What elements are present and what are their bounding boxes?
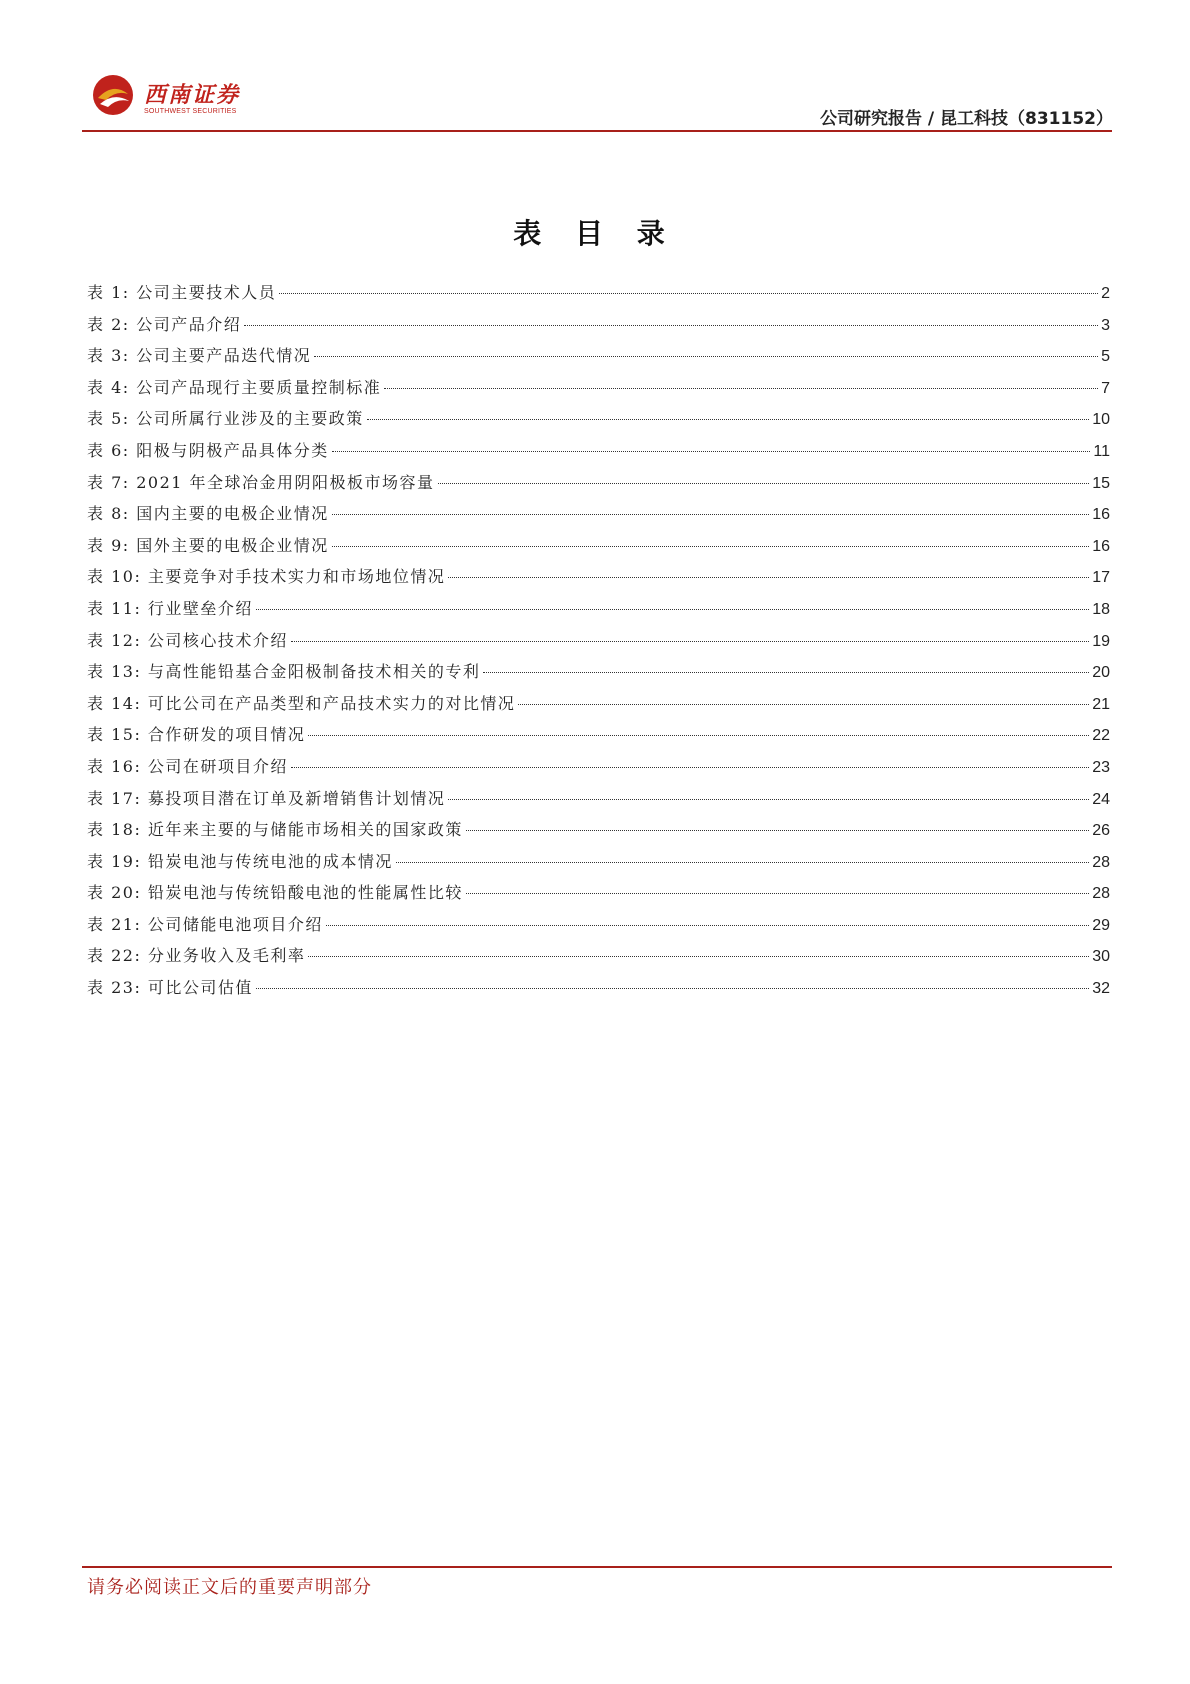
toc-entry-label: 表 4: 公司产品现行主要质量控制标准 — [87, 377, 382, 397]
toc-leader-dots — [291, 641, 1089, 642]
toc-entry-label: 表 14: 可比公司在产品类型和产品技术实力的对比情况 — [87, 693, 516, 713]
toc-leader-dots — [256, 609, 1089, 610]
toc-entry-page: 17 — [1092, 569, 1110, 587]
toc-entry[interactable] — [87, 754, 1110, 786]
toc-entry-page: 11 — [1093, 442, 1110, 460]
toc-entry-page: 21 — [1092, 695, 1110, 713]
toc-entry-page: 28 — [1092, 853, 1110, 871]
toc-entry-page: 2 — [1101, 285, 1110, 302]
toc-entry[interactable] — [87, 564, 1110, 596]
header-divider — [82, 130, 1112, 132]
toc-entry[interactable] — [87, 312, 1110, 344]
toc-entry[interactable] — [87, 659, 1110, 691]
toc-entry-page: 10 — [1092, 411, 1110, 429]
toc-entry-page: 20 — [1092, 664, 1110, 682]
toc-leader-dots — [308, 735, 1089, 736]
toc-entry[interactable] — [87, 722, 1110, 754]
toc-entry[interactable] — [87, 470, 1110, 502]
toc-entry[interactable] — [87, 975, 1110, 1007]
toc-leader-dots — [518, 704, 1089, 705]
toc-leader-dots — [291, 767, 1089, 768]
toc-entry-label: 表 17: 募投项目潜在订单及新增销售计划情况 — [87, 788, 446, 808]
toc-entry[interactable] — [87, 786, 1110, 818]
toc-entry[interactable] — [87, 533, 1110, 565]
toc-entry[interactable] — [87, 943, 1110, 975]
table-of-contents — [87, 280, 1110, 1007]
toc-entry-page: 15 — [1092, 474, 1110, 492]
toc-entry-label: 表 3: 公司主要产品迭代情况 — [87, 346, 312, 366]
toc-leader-dots — [466, 893, 1089, 894]
toc-entry-label: 表 16: 公司在研项目介绍 — [87, 756, 288, 776]
logo-english-name: SOUTHWEST SECURITIES — [144, 108, 237, 115]
toc-leader-dots — [332, 514, 1089, 515]
toc-entry-page: 24 — [1092, 790, 1110, 808]
toc-entry-page: 28 — [1092, 885, 1110, 903]
toc-entry-page: 16 — [1092, 506, 1110, 524]
toc-entry[interactable] — [87, 849, 1110, 881]
toc-entry-label: 表 13: 与高性能铅基合金阳极制备技术相关的专利 — [87, 662, 481, 682]
logo-emblem-icon — [92, 74, 134, 116]
toc-entry-label: 表 20: 铅炭电池与传统铅酸电池的性能属性比较 — [87, 883, 463, 903]
toc-entry[interactable] — [87, 343, 1110, 375]
toc-entry[interactable] — [87, 912, 1110, 944]
toc-leader-dots — [256, 988, 1089, 989]
toc-entry-page: 29 — [1092, 916, 1110, 934]
toc-leader-dots — [466, 830, 1089, 831]
company-logo — [92, 74, 292, 124]
toc-entry[interactable] — [87, 438, 1110, 470]
toc-leader-dots — [448, 799, 1089, 800]
toc-entry-label: 表 6: 阳极与阴极产品具体分类 — [87, 440, 329, 460]
toc-entry-label: 表 23: 可比公司估值 — [87, 978, 253, 998]
toc-entry-page: 3 — [1101, 316, 1110, 334]
toc-entry-page: 23 — [1092, 758, 1110, 776]
toc-leader-dots — [332, 546, 1089, 547]
page-title: 表 目 录 — [513, 217, 677, 250]
toc-leader-dots — [244, 325, 1098, 326]
toc-entry-label: 表 2: 公司产品介绍 — [87, 314, 242, 334]
toc-entry-page: 30 — [1092, 948, 1110, 966]
toc-leader-dots — [384, 388, 1098, 389]
report-info: 公司研究报告 / 昆工科技（831152） — [819, 109, 1113, 129]
toc-leader-dots — [308, 956, 1089, 957]
toc-entry-page: 32 — [1092, 980, 1110, 998]
toc-leader-dots — [279, 293, 1098, 294]
toc-entry-label: 表 11: 行业壁垒介绍 — [87, 598, 253, 618]
toc-entry[interactable] — [87, 501, 1110, 533]
toc-leader-dots — [448, 577, 1089, 578]
toc-entry-label: 表 9: 国外主要的电极企业情况 — [87, 535, 329, 555]
toc-entry-label: 表 21: 公司储能电池项目介绍 — [87, 914, 323, 934]
toc-entry-label: 表 5: 公司所属行业涉及的主要政策 — [87, 409, 364, 429]
footer-divider — [82, 1566, 1112, 1568]
toc-entry-page: 19 — [1092, 632, 1110, 650]
toc-entry-page: 18 — [1092, 600, 1110, 618]
toc-entry-label: 表 19: 铅炭电池与传统电池的成本情况 — [87, 851, 393, 871]
toc-entry[interactable] — [87, 691, 1110, 723]
toc-entry-label: 表 10: 主要竞争对手技术实力和市场地位情况 — [87, 567, 446, 587]
toc-entry[interactable] — [87, 375, 1110, 407]
toc-entry[interactable] — [87, 880, 1110, 912]
toc-leader-dots — [367, 419, 1089, 420]
toc-entry-label: 表 22: 分业务收入及毛利率 — [87, 946, 306, 966]
toc-entry-label: 表 8: 国内主要的电极企业情况 — [87, 504, 329, 524]
toc-leader-dots — [314, 356, 1098, 357]
toc-leader-dots — [332, 451, 1091, 452]
toc-entry-label: 表 18: 近年来主要的与储能市场相关的国家政策 — [87, 820, 463, 840]
toc-entry[interactable] — [87, 817, 1110, 849]
toc-entry-label: 表 15: 合作研发的项目情况 — [87, 725, 306, 745]
toc-entry[interactable] — [87, 628, 1110, 660]
toc-entry-label: 表 1: 公司主要技术人员 — [87, 283, 277, 302]
toc-entry-label: 表 12: 公司核心技术介绍 — [87, 630, 288, 650]
toc-entry-page: 7 — [1101, 379, 1110, 397]
toc-entry[interactable] — [87, 280, 1110, 312]
toc-entry[interactable] — [87, 596, 1110, 628]
toc-leader-dots — [438, 483, 1090, 484]
toc-leader-dots — [326, 925, 1089, 926]
toc-leader-dots — [396, 862, 1089, 863]
toc-entry-page: 26 — [1092, 822, 1110, 840]
logo-chinese-name: 西南证券 — [144, 82, 241, 108]
toc-entry[interactable] — [87, 406, 1110, 438]
toc-entry-page: 5 — [1101, 348, 1110, 366]
toc-entry-label: 表 7: 2021 年全球冶金用阴阳极板市场容量 — [87, 472, 435, 492]
footer-notice: 请务必阅读正文后的重要声明部分 — [87, 1577, 372, 1598]
toc-entry-page: 16 — [1092, 537, 1110, 555]
toc-leader-dots — [483, 672, 1089, 673]
toc-entry-page: 22 — [1092, 727, 1110, 745]
